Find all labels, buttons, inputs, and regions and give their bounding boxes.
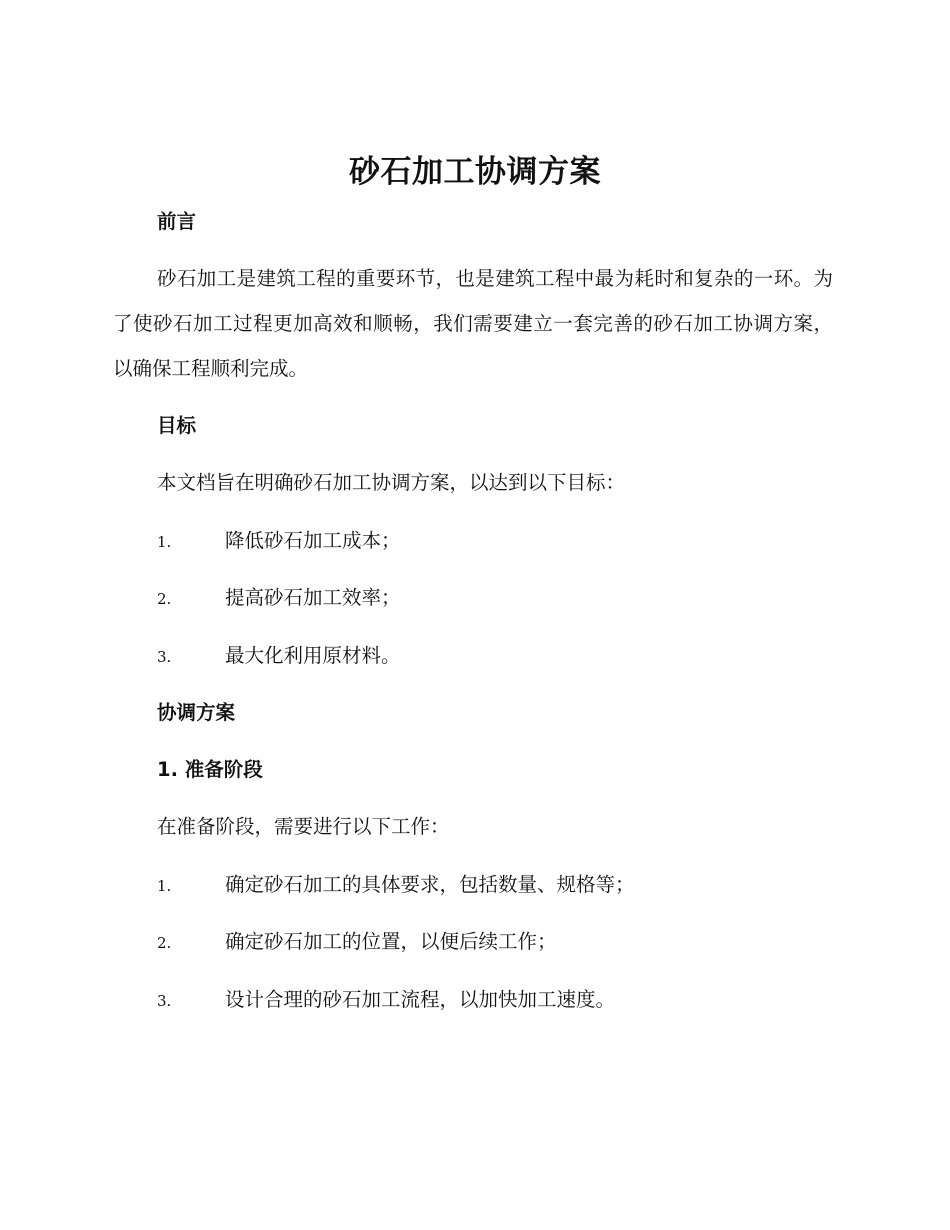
goal-list-item bbox=[157, 527, 857, 555]
list-number: 3. bbox=[157, 648, 172, 666]
list-item-text: 最大化利用原材料。 bbox=[225, 644, 401, 667]
goals-intro: 本文档旨在明确砂石加工协调方案，以达到以下目标： bbox=[157, 471, 626, 494]
list-number: 2. bbox=[157, 934, 172, 952]
preface-paragraph: 砂石加工是建筑工程的重要环节，也是建筑工程中最为耗时和复杂的一环。为了使砂石加工过程更加高效和顺畅，我们需要建立一套完善的砂石加工协调方案，以确保工程顺利完成。 bbox=[113, 267, 833, 380]
section-heading-preface: 前言 bbox=[157, 210, 197, 233]
preparation-intro: 在准备阶段，需要进行以下工作： bbox=[157, 815, 450, 838]
list-number: 3. bbox=[157, 992, 172, 1010]
list-number: 1. bbox=[157, 877, 172, 895]
preparation-list-item bbox=[157, 871, 857, 899]
preparation-list-item bbox=[157, 928, 857, 956]
section-heading-plan: 协调方案 bbox=[157, 701, 236, 724]
goal-list-item bbox=[157, 584, 857, 612]
document-title: 砂石加工协调方案 bbox=[349, 154, 601, 190]
list-number: 1. bbox=[157, 533, 172, 551]
goal-list-item bbox=[157, 642, 857, 670]
subsection-heading-preparation: 1. 准备阶段 bbox=[157, 758, 263, 781]
list-item-text: 设计合理的砂石加工流程，以加快加工速度。 bbox=[225, 988, 616, 1011]
preparation-list-item bbox=[157, 986, 857, 1014]
section-heading-goals: 目标 bbox=[157, 414, 197, 437]
list-item-text: 确定砂石加工的位置，以便后续工作； bbox=[225, 930, 557, 953]
list-item-text: 确定砂石加工的具体要求，包括数量、规格等； bbox=[225, 873, 635, 896]
list-number: 2. bbox=[157, 590, 172, 608]
list-item-text: 降低砂石加工成本； bbox=[225, 529, 401, 552]
list-item-text: 提高砂石加工效率； bbox=[225, 586, 401, 609]
